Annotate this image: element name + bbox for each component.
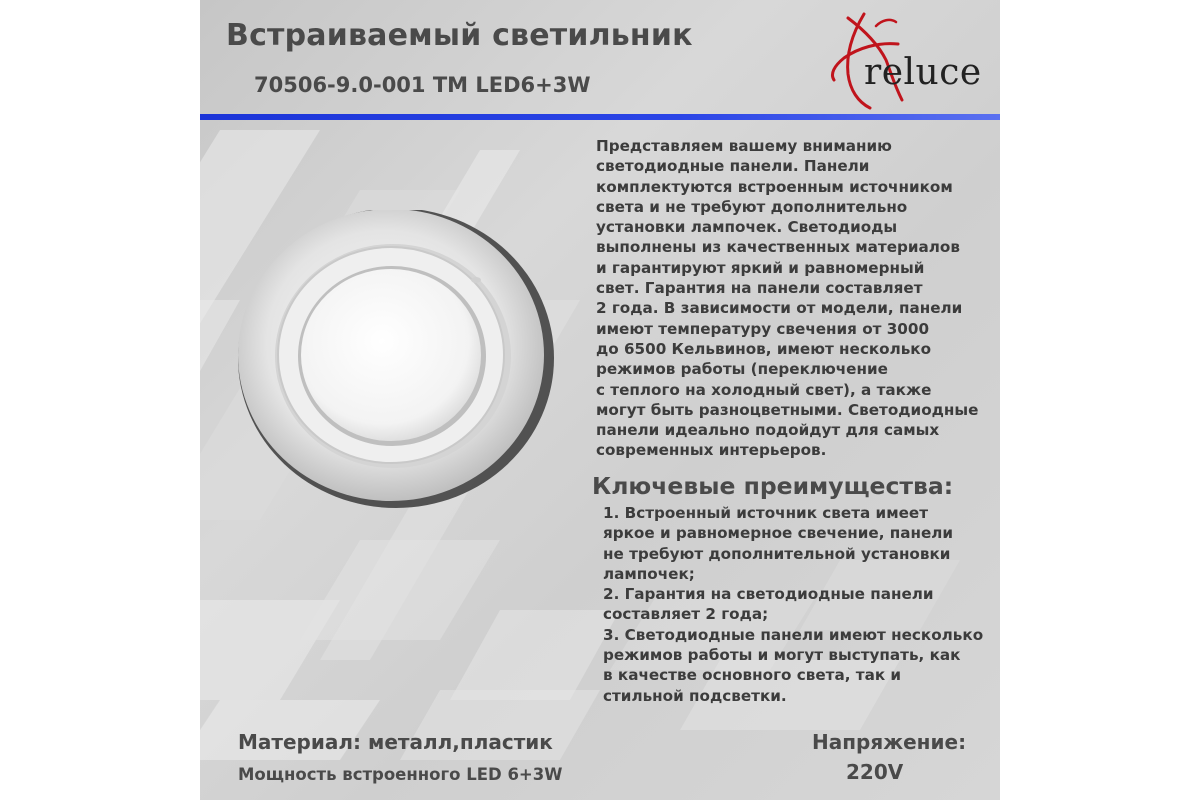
advantages-heading: Ключевые преимущества: (592, 472, 954, 500)
advantages-line: 3. Светодиодные панели имеют несколько (603, 625, 984, 644)
accent-divider (200, 114, 1000, 120)
description-line: имеют температуру свечения от 3000 (596, 319, 930, 338)
advantages-line: 1. Встроенный источник света имеет (603, 504, 929, 522)
description-line: светодиодные панели. Панели (596, 157, 870, 176)
description-line: выполнены из качественных материалов (596, 238, 960, 257)
advantages-line: лампочек; (603, 564, 695, 583)
description-line: современных интерьеров. (596, 441, 827, 460)
page-title: Встраиваемый светильник (226, 18, 693, 53)
description-line: света и не требуют дополнительно (596, 197, 908, 216)
advantages-line: не требуют дополнительной установки (603, 544, 951, 563)
product-description (596, 136, 1000, 461)
product-card (200, 0, 1000, 800)
spec-power: Мощность встроенного LED 6+3W (238, 765, 563, 784)
advantages-line: составляет 2 года; (603, 605, 769, 624)
spec-voltage-value: 220V (846, 760, 904, 784)
brand-logo-text: reluce (864, 52, 982, 93)
description-line: 2 года. В зависимости от модели, панели (596, 299, 963, 318)
description-line: свет. Гарантия на панели составляет (596, 279, 923, 298)
description-line: могут быть разноцветными. Светодиодные (596, 400, 979, 419)
round-led-panel-icon (236, 210, 566, 530)
advantages-line: стильной подсветки. (603, 686, 787, 705)
description-line: режимов работы (переключение (596, 360, 888, 379)
advantages-line: режимов работы и могут выступать, как (603, 646, 961, 665)
model-number: 70506-9.0-001 TM LED6+3W (254, 73, 591, 97)
description-line: до 6500 Кельвинов, имеют несколько (596, 339, 932, 358)
description-line: комплектуются встроенным источником (596, 177, 953, 196)
advantages-list (603, 503, 1000, 706)
description-line: Представляем вашему вниманию (596, 137, 892, 155)
description-line: с теплого на холодный свет), а также (596, 380, 932, 399)
advantages-line: яркое и равномерное свечение, панели (603, 524, 954, 543)
advantages-line: 2. Гарантия на светодиодные панели (603, 585, 934, 604)
description-line: и гарантируют яркий и равномерный (596, 258, 925, 277)
advantages-line: в качестве основного света, так и (603, 666, 902, 685)
spec-voltage-label: Напряжение: (812, 730, 967, 754)
description-line: панели идеально подойдут для самых (596, 421, 940, 440)
spec-material: Материал: металл,пластик (238, 730, 553, 754)
description-line: установки лампочек. Светодиоды (596, 218, 898, 237)
